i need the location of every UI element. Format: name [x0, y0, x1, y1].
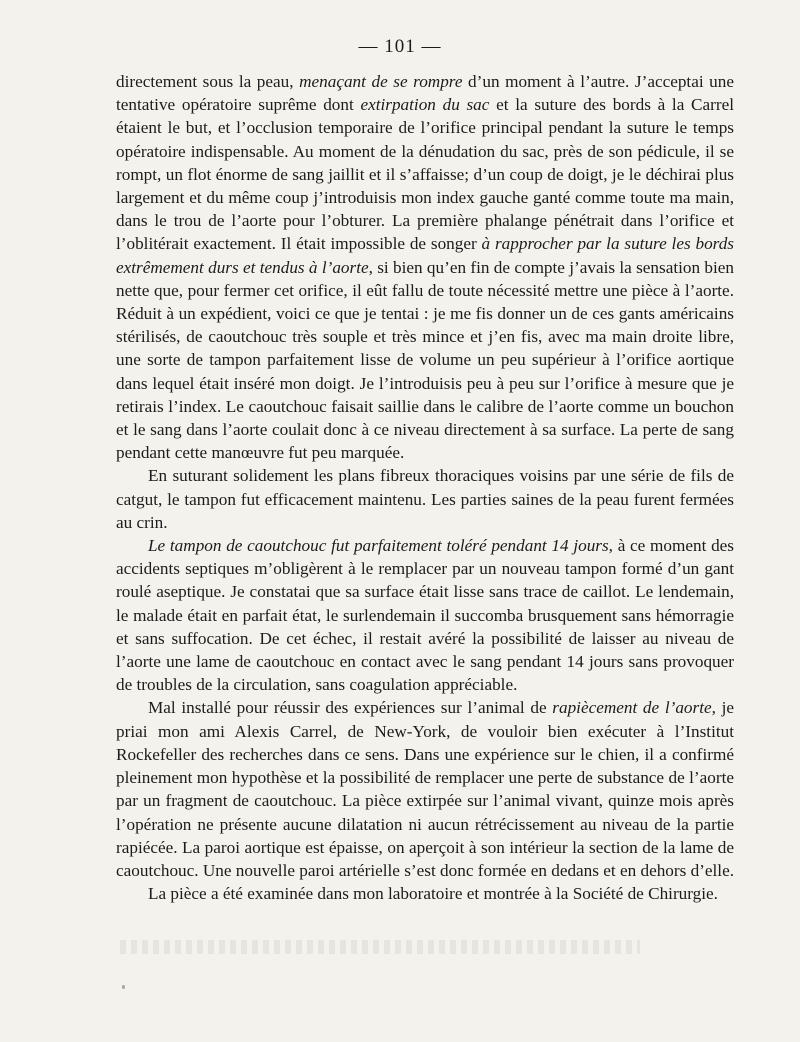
text-run: En suturant solidement les plans fibreux thoraciques voisins par une série de fils de catgut, le tampon fut efficacement maintenu. Les parties saines de la peau furent fermées au crin.	[116, 466, 734, 532]
text-run: , si bien qu’en fin de compte j’avais la sensation bien nette que, pour fermer cet orifice, il eût fallu de toute nécessité mettre une pièce à l’aorte. Réduit à un expédient, voici ce que je tentai : je me fis donner un de ces gants américains stérilisés, de caoutchouc très souple et très mince et j’en fis, avec ma main droite libre, une sorte de tampon parfaitement lisse de volume un peu supérieur à l’orifice aortique dans lequel était inséré mon doigt. Je l’introduisis peu à peu sur l’orifice à mesure que je retirais l’index. Le caoutchouc faisait saillie dans le calibre de l’aorte comme un bouchon et le sang dans l’aorte coulait donc à ce niveau directement à sa surface. La perte de sang pendant cette manœuvre fut peu marquée.	[116, 257, 734, 463]
body-text	[116, 70, 734, 905]
paragraph-3	[116, 534, 734, 696]
text-run: Mal installé pour réussir des expériences sur l’animal de	[148, 698, 553, 718]
paragraph-1	[116, 70, 734, 464]
italic-run: extirpation du sac	[360, 95, 490, 115]
italic-run: Le tampon de caoutchouc fut parfaitement toléré pendant 14 jours	[148, 536, 609, 556]
text-run: directement sous la peau,	[116, 72, 300, 91]
paper-speck	[122, 985, 125, 989]
paragraph-2	[116, 464, 734, 534]
italic-run: rapiècement de l’aorte	[552, 698, 712, 718]
paragraph-5	[116, 882, 734, 905]
italic-run: menaçant de se rompre	[299, 72, 463, 91]
paragraph-4	[116, 696, 734, 882]
text-run: La pièce a été examinée dans mon laboratoire et montrée à la Société de Chirurgie.	[148, 884, 718, 904]
text-run: , je priai mon ami Alexis Carrel, de New-York, de vouloir bien exécuter à l’Institut Rockefeller des recherches dans ce sens. Dans une expérience sur le chien, il a confirmé pleinement mon hypothèse et la possibilité de remplacer une perte de substance de l’aorte par un fragment de caoutchouc. La pièce extirpée sur l’animal vivant, quinze mois après l’opération ne présente aucune dilatation ni aucun rétrécissement au niveau de la partie rapiécée. La paroi aortique est épaisse, on aperçoit à son intérieur la section de la lame de caoutchouc. Une nouvelle paroi artérielle s’est donc formée en dedans et en dehors d’elle.	[116, 698, 735, 880]
bleed-through-smudge	[120, 940, 640, 954]
text-run: , à ce moment des accidents septiques m’obligèrent à le remplacer par un nouveau tampon formé d’un gant roulé aseptique. Je constatai que sa surface était lisse sans trace de caillot. Le lendemain, le malade était en parfait état, le surlendemain il succomba brusquement sans hémorragie et sans suffocation. De cet échec, il restait avéré la possibilité de laisser au niveau de l’aorte une lame de caoutchouc en contact avec le sang pendant 14 jours sans provoquer de troubles de la circulation, sans coagulation appréciable.	[116, 536, 734, 695]
page-number: — 101 —	[358, 36, 442, 57]
text-run: d’un moment à l’autre. J’acceptai une tentative opératoire suprême dont	[116, 72, 734, 115]
text-run: et la suture des bords à la Carrel étaient le but, et l’occlusion temporaire de l’orifice principal pendant la suture le temps opératoire indispensable. Au moment de la dénudation du sac, près de son pédicule, il se rompt, un flot énorme de sang jaillit et il s’affaisse; d’un coup de doigt, je le déchirai plus largement et du même coup j’introduisis mon index gauche ganté comme toute ma main, dans le trou de l’aorte pour l’obturer. La première phalange pénétrait dans l’orifice et l’oblitérait exactement. Il était impossible de songer	[116, 95, 734, 254]
italic-run: à rapprocher par la suture les bords extrêmement durs et tendus à l’aorte	[116, 234, 734, 277]
